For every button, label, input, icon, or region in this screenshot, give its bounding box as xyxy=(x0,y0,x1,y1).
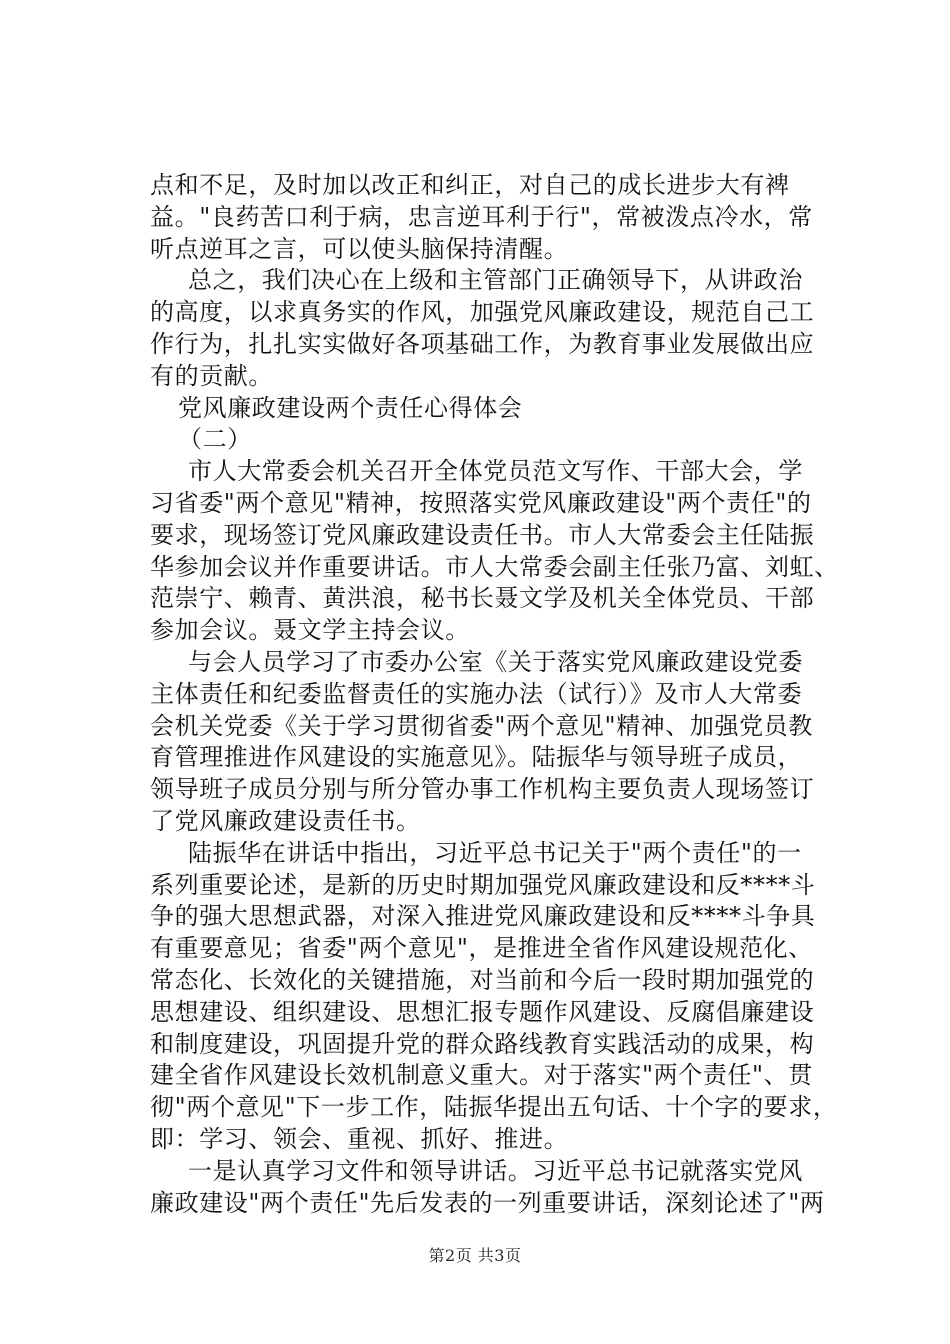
text-line: 要求，现场签订党风廉政建设责任书。市人大常委会主任陆振 xyxy=(150,520,815,549)
text-line: 的高度，以求真务实的作风，加强党风廉政建设，规范自己工 xyxy=(150,298,815,327)
text-line: 系列重要论述，是新的历史时期加强党风廉政建设和反****斗 xyxy=(150,870,816,899)
text-line: 即：学习、领会、重视、抓好、推进。 xyxy=(150,1124,569,1153)
text-line: 主体责任和纪委监督责任的实施办法（试行）》及市人大常委 xyxy=(150,679,803,708)
text-line: 育管理推进作风建设的实施意见》。陆振华与领导班子成员， xyxy=(150,743,803,772)
text-line: 领导班子成员分别与所分管办事工作机构主要负责人现场签订 xyxy=(150,775,815,804)
text-line: 华参加会议并作重要讲话。市人大常委会副主任张乃富、刘虹、 xyxy=(150,552,839,581)
paragraph-start-line: 与会人员学习了市委办公室《关于落实党风廉政建设党委 xyxy=(188,647,803,676)
paragraph-start-line: 一是认真学习文件和领导讲话。习近平总书记就落实党风 xyxy=(188,1156,803,1185)
section-subtitle: （二） xyxy=(178,425,252,454)
paragraph-start-line: 总之，我们决心在上级和主管部门正确领导下，从讲政治 xyxy=(188,266,803,295)
text-line: 益。"良药苦口利于病，忠言逆耳利于行"，常被泼点冷水，常 xyxy=(150,202,813,231)
text-line: 范崇宁、赖青、黄洪浪，秘书长聂文学及机关全体党员、干部 xyxy=(150,584,815,613)
text-line: 和制度建设，巩固提升党的群众路线教育实践活动的成果，构 xyxy=(150,1029,815,1058)
text-line: 有的贡献。 xyxy=(150,361,273,390)
section-title: 党风廉政建设两个责任心得体会 xyxy=(178,393,523,422)
text-line: 有重要意见；省委"两个意见"，是推进全省作风建设规范化、 xyxy=(150,934,813,963)
text-line: 思想建设、组织建设、思想汇报专题作风建设、反腐倡廉建设 xyxy=(150,997,815,1026)
text-line: 了党风廉政建设责任书。 xyxy=(150,806,421,835)
text-line: 常态化、长效化的关键措施，对当前和今后一段时期加强党的 xyxy=(150,965,815,994)
page-number-footer: 第2页 共3页 xyxy=(428,1246,522,1265)
text-line: 听点逆耳之言，可以使头脑保持清醒。 xyxy=(150,234,569,263)
text-line: 建全省作风建设长效机制意义重大。对于落实"两个责任"、贯 xyxy=(150,1061,813,1090)
paragraph-start-line: 陆振华在讲话中指出，习近平总书记关于"两个责任"的一 xyxy=(188,838,802,867)
document-body xyxy=(150,170,839,1219)
text-line: 点和不足，及时加以改正和纠正，对自己的成长进步大有裨 xyxy=(150,171,790,199)
text-line: 会机关党委《关于学习贯彻省委"两个意见"精神、加强党员教 xyxy=(150,711,813,740)
text-line: 争的强大思想武器，对深入推进党风廉政建设和反****斗争具 xyxy=(150,902,816,931)
text-line: 作行为，扎扎实实做好各项基础工作，为教育事业发展做出应 xyxy=(150,329,815,358)
text-line: 习省委"两个意见"精神，按照落实党风廉政建设"两个责任"的 xyxy=(150,488,812,517)
text-line: 参加会议。聂文学主持会议。 xyxy=(150,616,470,645)
text-line: 彻"两个意见"下一步工作，陆振华提出五句话、十个字的要求， xyxy=(150,1093,838,1122)
paragraph-start-line: 市人大常委会机关召开全体党员范文写作、干部大会，学 xyxy=(188,457,803,486)
text-line: 廉政建设"两个责任"先后发表的一列重要讲话，深刻论述了"两 xyxy=(150,1188,825,1217)
